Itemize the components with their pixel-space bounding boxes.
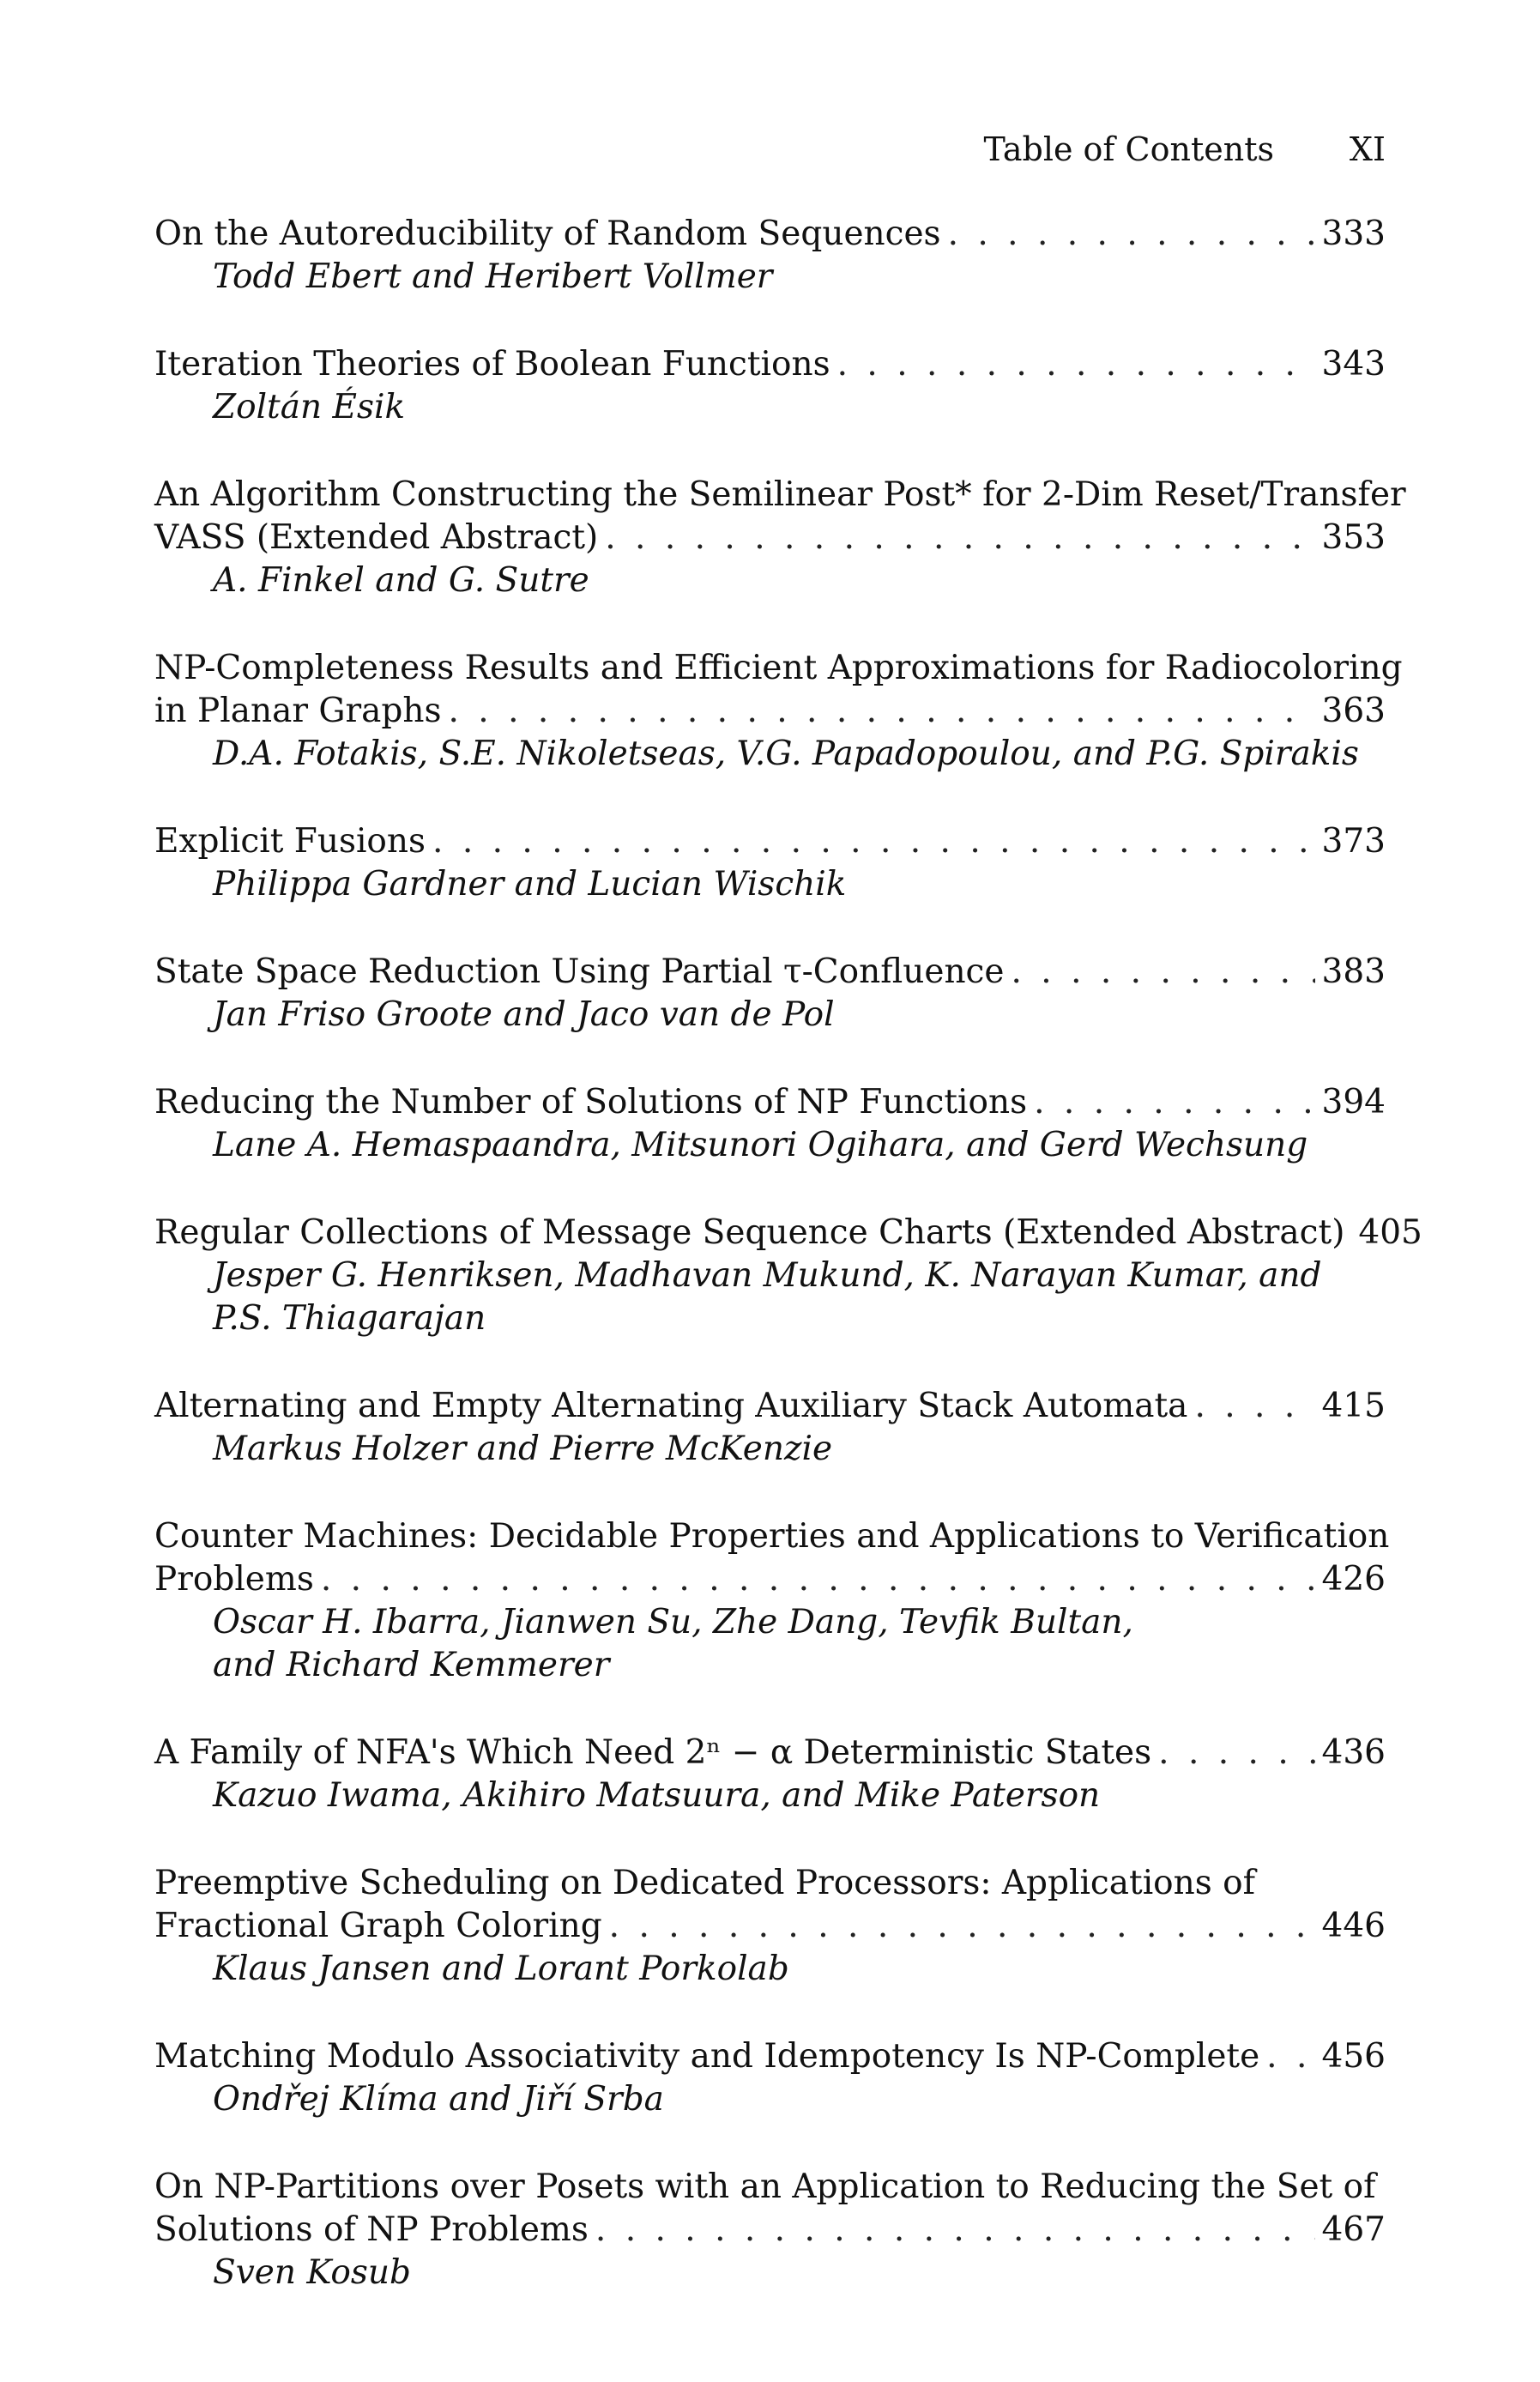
toc-entry xyxy=(154,951,1386,1037)
entry-leader-line xyxy=(154,1385,1386,1428)
entry-leader-line xyxy=(154,213,1386,256)
toc-entry xyxy=(154,820,1386,906)
entry-leader-line xyxy=(154,951,1386,994)
toc-entry xyxy=(154,1081,1386,1167)
entry-authors: Jan Friso Groote and Jaco van de Pol xyxy=(213,995,835,1034)
running-title: Table of Contents xyxy=(983,130,1274,168)
entry-page-number: 467 xyxy=(1321,2210,1386,2249)
dot-leader xyxy=(1194,1385,1314,1428)
entry-authors: D.A. Fotakis, S.E. Nikoletseas, V.G. Papadopoulou, and P.G. Spirakis xyxy=(213,735,1359,773)
entry-leader-line xyxy=(154,343,1386,386)
entry-authors: Ondřej Klíma and Jiří Srba xyxy=(213,2080,664,2119)
entry-leader-line xyxy=(154,690,1386,733)
entry-title: Explicit Fusions xyxy=(154,822,426,861)
toc-entry xyxy=(154,343,1386,429)
toc-entry xyxy=(154,1385,1386,1471)
entry-page-number: 353 xyxy=(1321,518,1386,557)
entry-authors: P.S. Thiagarajan xyxy=(213,1299,486,1338)
entry-page-number: 446 xyxy=(1321,1907,1386,1945)
table-of-contents xyxy=(154,213,1422,2339)
entry-page-number: 333 xyxy=(1321,215,1386,253)
dot-leader xyxy=(837,343,1315,386)
entry-page-number: 415 xyxy=(1321,1387,1386,1425)
dot-leader xyxy=(432,820,1315,863)
entry-leader-line xyxy=(154,2209,1386,2252)
entry-authors: Lane A. Hemaspaandra, Mitsunori Ogihara, and Gerd Wechsung xyxy=(213,1126,1308,1164)
entry-authors: and Richard Kemmerer xyxy=(213,1646,610,1684)
entry-page-number: 394 xyxy=(1321,1083,1386,1121)
entry-title: Problems xyxy=(154,1560,314,1599)
dot-leader xyxy=(449,690,1315,733)
page-number: XI xyxy=(1349,130,1386,168)
entry-authors: A. Finkel and G. Sutre xyxy=(213,561,589,600)
entry-leader-line xyxy=(154,1732,1386,1774)
entry-authors: Klaus Jansen and Lorant Porkolab xyxy=(213,1950,789,1988)
dot-leader xyxy=(1266,2035,1314,2078)
entry-page-number: 436 xyxy=(1321,1733,1386,1772)
toc-entry xyxy=(154,213,1386,299)
entry-leader-line xyxy=(154,1212,1422,1254)
entry-authors: Zoltán Ésik xyxy=(213,388,406,426)
toc-entry xyxy=(154,2166,1386,2294)
dot-leader xyxy=(595,2209,1315,2252)
entry-title: VASS (Extended Abstract) xyxy=(154,518,599,557)
entry-page-number: 343 xyxy=(1321,345,1386,384)
toc-entry xyxy=(154,647,1403,776)
dot-leader xyxy=(948,213,1315,256)
entry-title: Regular Collections of Message Sequence Charts (Extended Abstract) xyxy=(154,1213,1345,1252)
entry-title: Alternating and Empty Alternating Auxiliary Stack Automata xyxy=(154,1387,1188,1425)
entry-title: On the Autoreducibility of Random Sequences xyxy=(154,215,941,253)
entry-title: Iteration Theories of Boolean Functions xyxy=(154,345,830,384)
entry-authors: Jesper G. Henriksen, Madhavan Mukund, K. Narayan Kumar, and xyxy=(213,1256,1322,1295)
page-header xyxy=(154,130,1386,182)
entry-leader-line xyxy=(154,517,1386,559)
entry-leader-line xyxy=(154,2035,1386,2078)
entry-title: Matching Modulo Associativity and Idempotency Is NP-Complete xyxy=(154,2037,1260,2076)
entry-leader-line xyxy=(154,820,1386,863)
entry-title-line: On NP-Partitions over Posets with an Application to Reducing the Set of xyxy=(154,2167,1376,2206)
entry-page-number: 426 xyxy=(1321,1560,1386,1599)
entry-title: Solutions of NP Problems xyxy=(154,2210,589,2249)
entry-title: Reducing the Number of Solutions of NP Functions xyxy=(154,1083,1028,1121)
entry-authors: Philippa Gardner and Lucian Wischik xyxy=(213,865,847,904)
entry-title-line: An Algorithm Constructing the Semilinear Post* for 2-Dim Reset/Transfer xyxy=(154,475,1406,514)
toc-entry xyxy=(154,1862,1386,1991)
entry-page-number: 456 xyxy=(1321,2037,1386,2076)
dot-leader xyxy=(605,517,1314,559)
entry-authors: Sven Kosub xyxy=(213,2253,412,2292)
entry-leader-line xyxy=(154,1081,1386,1124)
entry-title-line: Counter Machines: Decidable Properties and Applications to Verification xyxy=(154,1517,1390,1556)
entry-authors: Todd Ebert and Heribert Vollmer xyxy=(213,257,773,296)
entry-title-line: Preemptive Scheduling on Dedicated Processors: Applications of xyxy=(154,1864,1256,1902)
dot-leader xyxy=(321,1558,1315,1601)
entry-authors: Oscar H. Ibarra, Jianwen Su, Zhe Dang, Tevfik Bultan, xyxy=(213,1603,1133,1641)
entry-title: A Family of NFA's Which Need 2ⁿ − α Deterministic States xyxy=(154,1733,1152,1772)
dot-leader xyxy=(1034,1081,1314,1124)
toc-entry xyxy=(154,1212,1422,1340)
dot-leader xyxy=(1158,1732,1314,1774)
entry-title-line: NP-Completeness Results and Efficient Approximations for Radiocoloring xyxy=(154,649,1403,687)
entry-authors: Kazuo Iwama, Akihiro Matsuura, and Mike Paterson xyxy=(213,1776,1101,1815)
dot-leader xyxy=(1011,951,1314,994)
toc-entry xyxy=(154,1515,1390,1687)
toc-entry xyxy=(154,1732,1386,1817)
dot-leader xyxy=(609,1905,1315,1948)
entry-leader-line xyxy=(154,1905,1386,1948)
entry-leader-line xyxy=(154,1558,1386,1601)
entry-page-number: 363 xyxy=(1321,692,1386,730)
entry-page-number: 373 xyxy=(1321,822,1386,861)
toc-entry xyxy=(154,2035,1386,2121)
toc-entry xyxy=(154,474,1406,602)
entry-title: Fractional Graph Coloring xyxy=(154,1907,602,1945)
entry-title: State Space Reduction Using Partial τ-Confluence xyxy=(154,952,1005,991)
entry-page-number: 405 xyxy=(1358,1213,1422,1252)
entry-page-number: 383 xyxy=(1321,952,1386,991)
entry-title: in Planar Graphs xyxy=(154,692,442,730)
entry-authors: Markus Holzer and Pierre McKenzie xyxy=(213,1430,833,1468)
